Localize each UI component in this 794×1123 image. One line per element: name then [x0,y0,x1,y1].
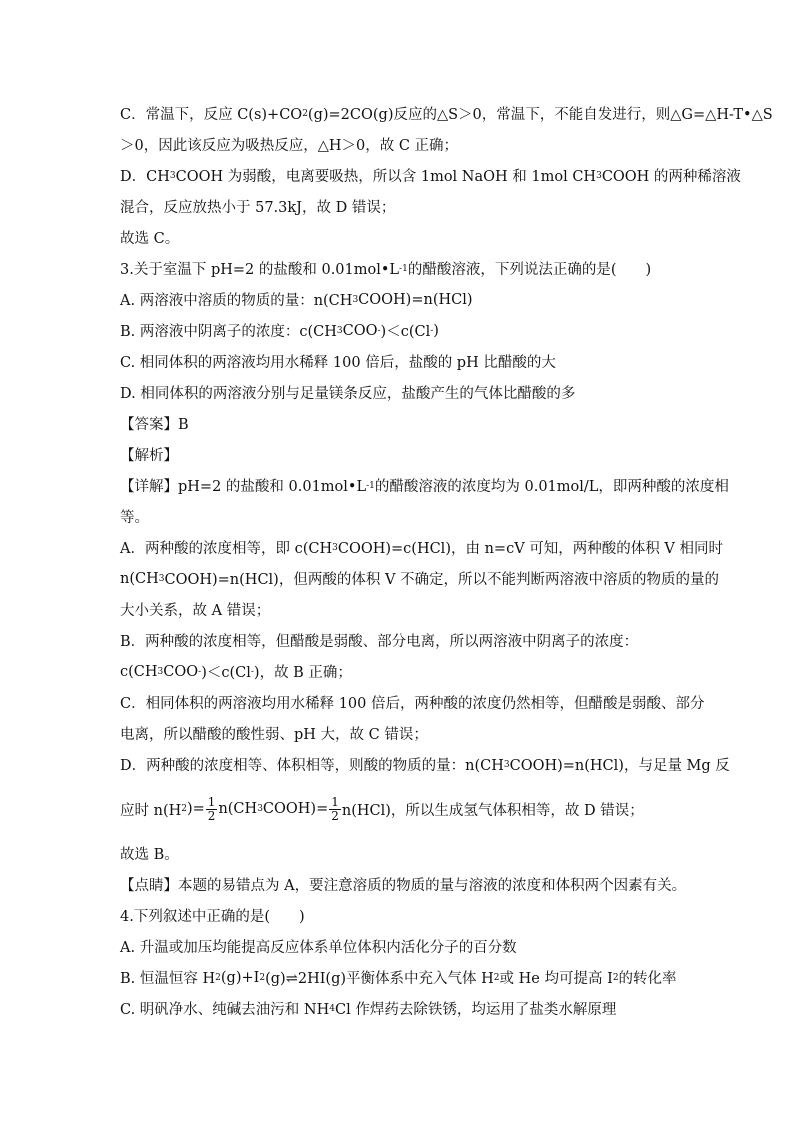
answer-label: 【答案】B [120,417,189,433]
text-line: 等。 [120,510,149,526]
text-line: 故选 C。 [120,231,180,247]
detail-line: 【详解】pH=2 的盐酸和 0.01mol•L -1 的醋酸溶液的浓度均为 0.01mol/L，即两种酸的浓度相 [120,479,729,495]
option-a: A. 两溶液中溶质的物质的量：n(CH 3 COOH)=n(HCl) [120,291,473,309]
question-4: 4.下列叙述中正确的是( ) [120,909,305,925]
point-note: 【点睛】本题的易错点为 A，要注意溶质的物质的量与溶液的浓度和体积两个因素有关。 [120,878,687,894]
text-line: 故选 B。 [120,847,179,863]
option-b: B. 两溶液中阴离子的浓度：c(CH 3 COO - )＜c(Cl - ) [120,322,439,340]
text-line: C．相同体积的两溶液均用水稀释 100 倍后，两种酸的浓度仍然相等，但醋酸是弱酸、部分 [120,696,705,712]
fraction-one-half: $\frac{1}{2}$ [207,794,216,823]
question-3: 3.关于室温下 pH=2 的盐酸和 0.01mol•L -1 的醋酸溶液，下列说法正确的是( ) [120,262,652,278]
text-line: ＞0，因此该反应为吸热反应，△H＞0，故 C 正确； [120,138,459,154]
text-line: D．两种酸的浓度相等、体积相等，则酸的物质的量：n(CH 3 COOH)=n(HCl)，与足量 Mg 反 [120,758,730,774]
option-c: C. 明矾净水、纯碱去油污和 NH 4 Cl 作焊药去除铁锈，均运用了盐类水解原理 [120,1002,617,1018]
text-line: C．常温下，反应 C(s)+CO 2 (g)=2CO(g)反应的△S＞0，常温下，不能自发进行，则△G=△H-T•△S [120,107,773,123]
document-page [120,98,773,1024]
option-a: A. 升温或加压均能提高反应体系单位体积内活化分子的百分数 [120,940,517,956]
text-line: c(CH 3 COO - )＜c(Cl - )，故 B 正确； [120,663,352,681]
text-line: 电离，所以醋酸的酸性弱、pH 大，故 C 错误； [120,727,428,743]
text-line-with-fraction: 应时 n(H 2 )= $\frac{1}{2}$ n(CH 3 COOH)= $\frac{1}{2}$ n(HCl)，所以生成氢气体积相等，故 D 错误； [120,794,644,823]
text-line: 大小关系，故 A 错误； [120,603,271,619]
text-line: A．两种酸的浓度相等，即 c(CH 3 COOH)=c(HCl)，由 n=cV 可知，两种酸的体积 V 相同时 [120,541,723,557]
analysis-label: 【解析】 [120,448,178,464]
text-line: 混合，反应放热小于 57.3kJ，故 D 错误； [120,200,396,216]
text-line: D．CH 3 COOH 为弱酸，电离要吸热，所以含 1mol NaOH 和 1mol CH 3 COOH 的两种稀溶液 [120,169,741,185]
option-c: C. 相同体积的两溶液均用水稀释 100 倍后，盐酸的 pH 比醋酸的大 [120,355,556,371]
fraction-one-half: $\frac{1}{2}$ [331,794,339,823]
text-line: B．两种酸的浓度相等，但醋酸是弱酸、部分电离，所以两溶液中阴离子的浓度： [120,634,639,650]
option-b: B. 恒温恒容 H 2 (g)+I 2 (g)⇌2HI(g)平衡体系中充入气体 H 2 或 He 均可提高 I 2 的转化率 [120,969,677,987]
text-line: n(CH 3 COOH)=n(HCl)，但两酸的体积 V 不确定，所以不能判断两溶液中溶质的物质的量的 [120,570,720,588]
option-d: D. 相同体积的两溶液分别与足量镁条反应，盐酸产生的气体比醋酸的多 [120,386,576,402]
